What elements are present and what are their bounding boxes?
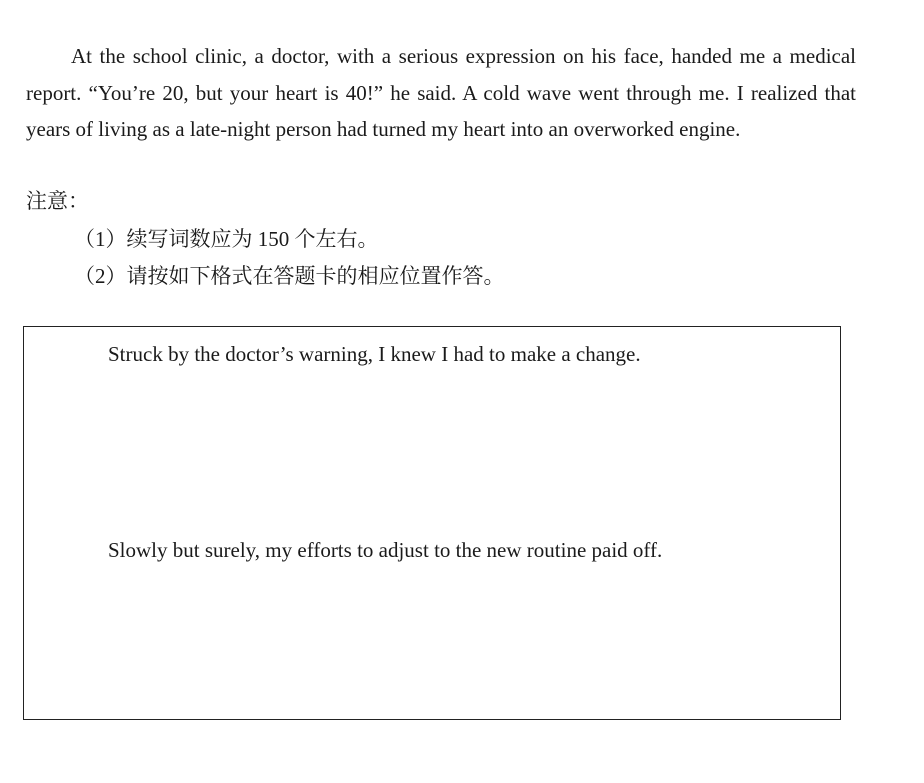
notes-heading: 注意： bbox=[26, 189, 89, 213]
answer-box bbox=[23, 326, 841, 720]
note-item-format: （2）请按如下格式在答题卡的相应位置作答。 bbox=[74, 264, 505, 288]
note-item-word-count: （1）续写词数应为 150 个左右。 bbox=[74, 227, 379, 251]
paragraph-starter-1: Struck by the doctor’s warning, I knew I had to make a change. bbox=[108, 342, 641, 366]
paragraph-starter-2: Slowly but surely, my efforts to adjust to the new routine paid off. bbox=[108, 538, 663, 562]
story-passage: At the school clinic, a doctor, with a serious expression on his face, handed me a medical report. “You’re 20, but your heart is 40!” he said. A cold wave went through me. I realized that years of living as a late-night person had turned my heart into an overworked engine. bbox=[26, 44, 856, 141]
